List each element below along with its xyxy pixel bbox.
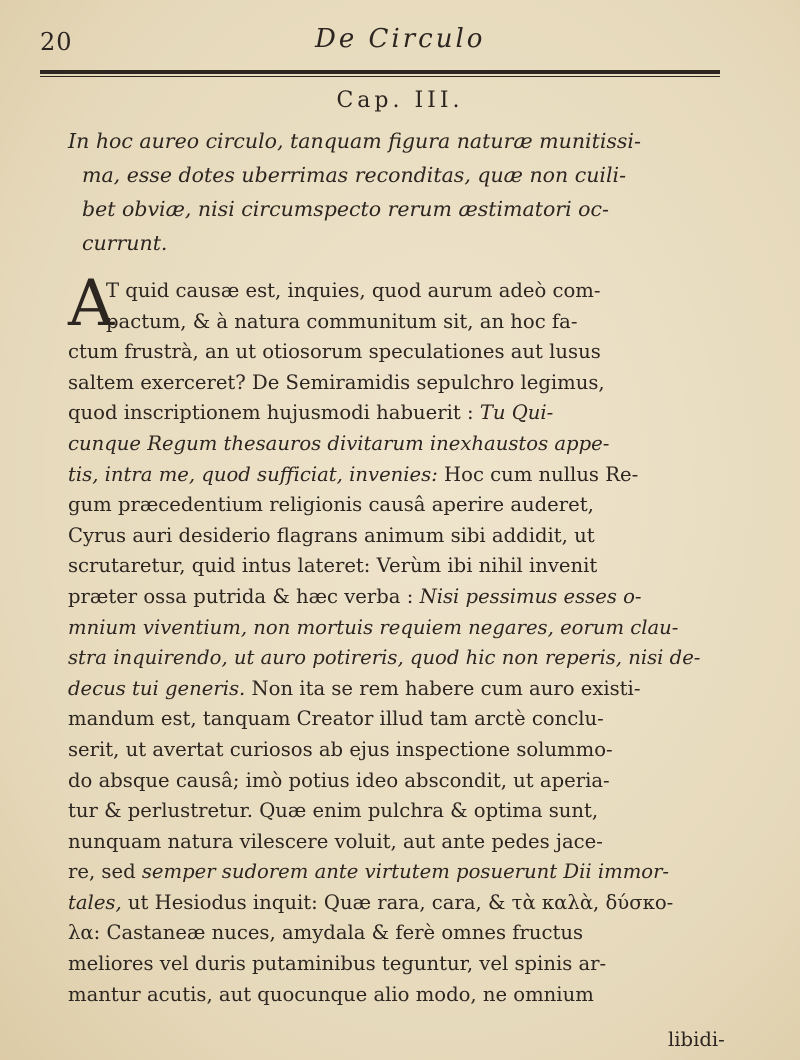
text-run: serit, ut avertat curiosos ab ejus inspectione solummo-	[68, 737, 613, 761]
body-line	[68, 766, 728, 797]
text-run: stra inquirendo, ut auro potireris, quod hic non reperis, nisi de-	[68, 646, 701, 670]
body-line	[68, 337, 728, 368]
text-run: ctum frustrà, an ut otiosorum speculationes aut lusus	[68, 340, 601, 364]
body-line	[68, 276, 728, 307]
summary-line: currunt.	[82, 231, 168, 255]
body-line	[68, 368, 728, 399]
drop-cap: A	[68, 267, 115, 341]
body-line	[68, 398, 728, 429]
text-run: saltem exerceret? De Semiramidis sepulchro legimus,	[68, 370, 605, 394]
page-number: 20	[40, 28, 73, 56]
text-run: T quid causæ est, inquies, quod aurum adeò com-	[106, 279, 601, 302]
header-rule-thin	[40, 76, 720, 77]
summary-line: In hoc aureo circulo, tanquam figura naturæ munitissi-	[68, 129, 641, 153]
text-run: Nisi pessimus esses o-	[419, 584, 642, 608]
text-run: Hoc cum nullus Re-	[437, 462, 639, 486]
body-line	[68, 307, 728, 338]
text-run: quod inscriptionem hujusmodi habuerit :	[68, 401, 480, 425]
text-run: mnium viventium, non mortuis requiem negares, eorum clau-	[68, 615, 679, 639]
body-line	[68, 613, 728, 644]
body-line	[68, 521, 728, 552]
text-run: tur & perlustretur. Quæ enim pulchra & optima sunt,	[68, 799, 599, 823]
body-line	[68, 918, 728, 949]
body-line	[68, 888, 728, 919]
text-run: λα: Castaneæ nuces, amydala & ferè omnes fructus	[68, 921, 584, 945]
text-run: do absque causâ; imò potius ideo abscondit, ut aperia-	[68, 768, 610, 792]
text-run: ut Hesiodus inquit: Quæ rara, cara, & τὰ καλὰ, δύσκο-	[121, 890, 674, 914]
text-run: gum præcedentium religionis causâ aperire auderet,	[68, 493, 594, 517]
body-text	[68, 267, 728, 1010]
text-run: Cyrus auri desiderio flagrans animum sibi addidit, ut	[68, 523, 595, 547]
text-run: scrutaretur, quid intus lateret: Verùm ibi nihil invenit	[68, 554, 598, 578]
text-run: tis, intra me, quod sufficiat, invenies:	[68, 462, 438, 486]
text-run: nunquam natura vilescere voluit, aut ante pedes jace-	[68, 829, 603, 853]
body-line	[68, 827, 728, 858]
body-line	[68, 429, 728, 460]
text-run: mandum est, tanquam Creator illud tam arctè conclu-	[68, 707, 604, 731]
text-run: meliores vel duris putaminibus teguntur, vel spinis ar-	[68, 952, 607, 976]
text-run: cunque Regum thesauros divitarum inexhaustos appe-	[68, 431, 610, 455]
body-line	[68, 582, 728, 613]
body-line	[68, 551, 728, 582]
body-line	[68, 704, 728, 735]
chapter-summary	[68, 124, 728, 260]
text-run: re, sed	[68, 860, 142, 884]
text-run: præter ossa putrida & hæc verba :	[68, 584, 420, 608]
header-rule-thick	[40, 70, 720, 74]
body-line	[68, 674, 728, 705]
body-line	[68, 796, 728, 827]
text-run: Tu Qui-	[479, 401, 554, 425]
catchword: libidi-	[668, 1028, 725, 1051]
body-line	[68, 735, 728, 766]
running-head	[40, 18, 740, 62]
text-run: mantur acutis, aut quocunque alio modo, ne omnium	[68, 982, 594, 1006]
chapter-heading: Cap. III.	[336, 88, 464, 113]
body-line	[68, 857, 728, 888]
body-line	[68, 460, 728, 491]
text-run: pactum, & à natura communitum sit, an hoc fa-	[106, 309, 578, 333]
body-line	[68, 490, 728, 521]
summary-line: ma, esse dotes uberrimas reconditas, quæ non cuili-	[82, 163, 627, 187]
text-run: semper sudorem ante virtutem posuerunt Dii immor-	[141, 860, 670, 884]
summary-line: bet obviæ, nisi circumspecto rerum æstimatori oc-	[82, 197, 609, 221]
running-title: De Circulo	[315, 24, 486, 54]
body-line	[68, 980, 728, 1011]
text-run: Non ita se rem habere cum auro existi-	[245, 676, 641, 700]
body-line	[68, 949, 728, 980]
text-run: tales,	[68, 890, 122, 914]
text-run: decus tui generis.	[68, 676, 246, 700]
body-line	[68, 643, 728, 674]
